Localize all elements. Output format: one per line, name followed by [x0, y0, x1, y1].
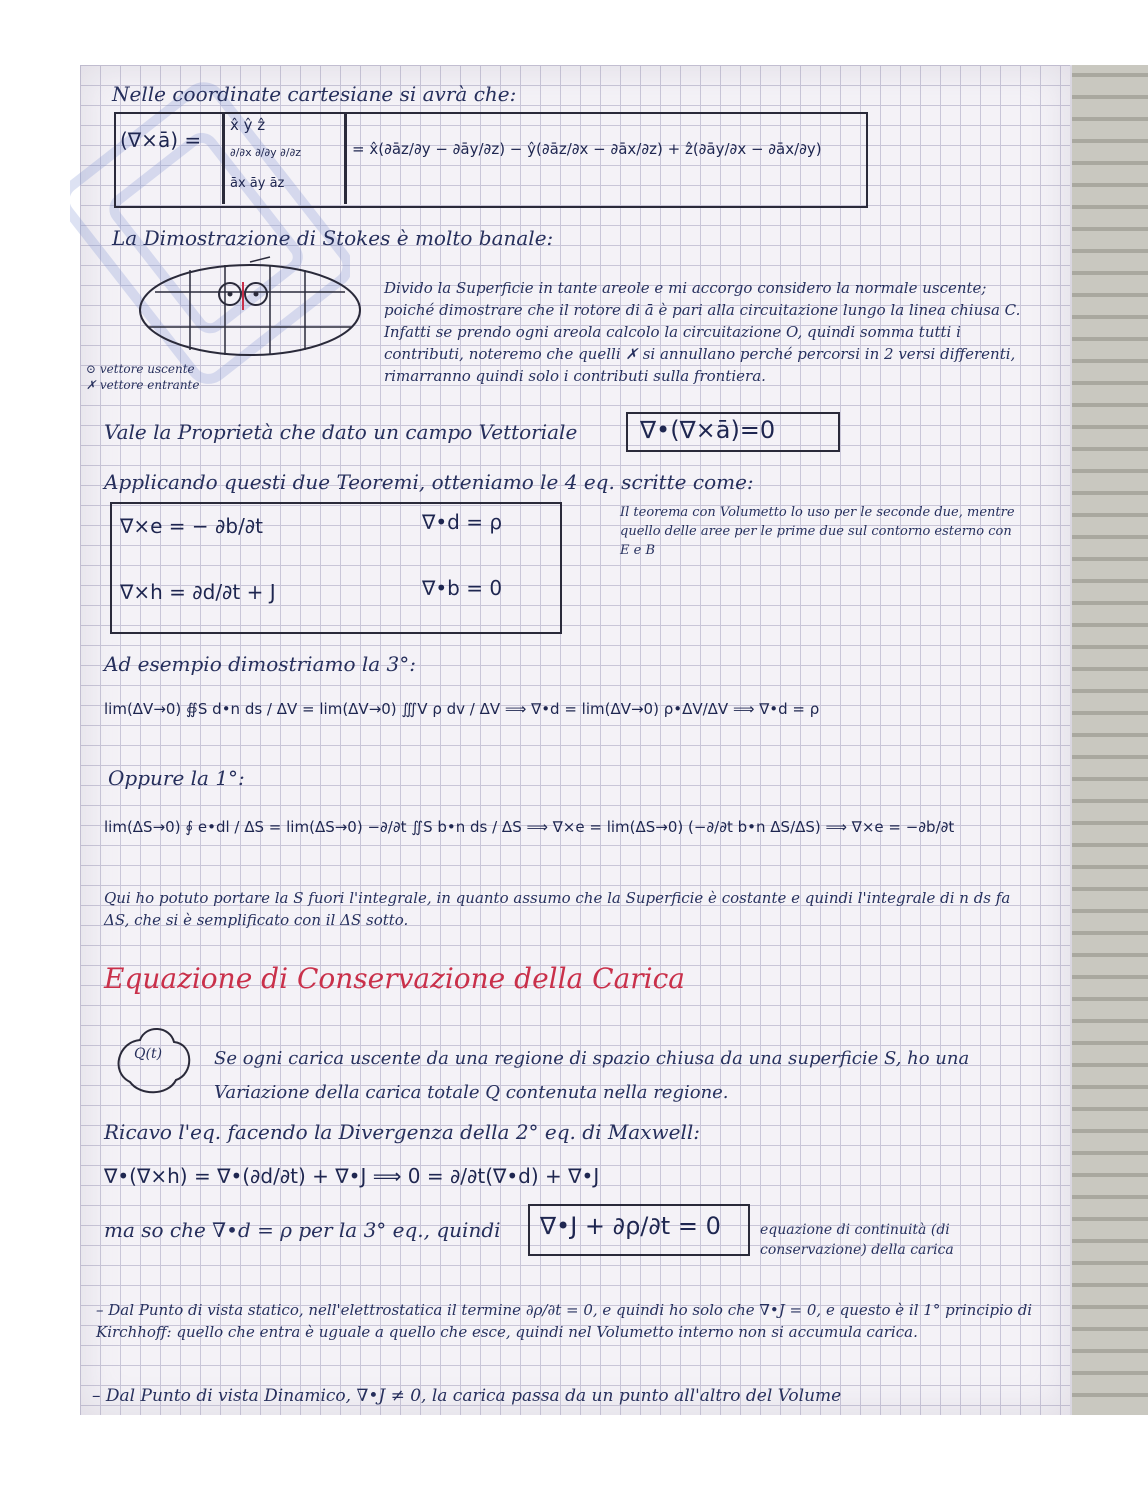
property-text: Vale la Proprietà che dato un campo Vettoriale [104, 420, 578, 444]
recall-formula: ∇•(∇×h) = ∇•(∂d/∂t) + ∇•J ⟹ 0 = ∂/∂t(∇•d) + ∇•J [104, 1164, 600, 1188]
continuity-label: equazione di continuità (di conservazione) della carica [760, 1222, 954, 1258]
example1-formula: lim(ΔS→0) ∮ e•dl / ΔS = lim(ΔS→0) −∂/∂t ∬S b•n ds / ΔS ⟹ ∇×e = lim(ΔS→0) (−∂/∂t b•n ΔS/ΔS) ⟹ ∇×e = −∂b/∂t [104, 818, 955, 836]
example1-text: Oppure la 1°: [108, 766, 245, 790]
maxwell-eq3: ∇×h = ∂d/∂t + J [120, 580, 276, 604]
stokes-heading: La Dimostrazione di Stokes è molto banale: [112, 226, 554, 250]
theorems-text: Applicando questi due Teoremi, otteniamo le 4 eq. scritte come: [104, 470, 754, 494]
charge-label: Q(t) [134, 1046, 163, 1062]
curl-matrix-row1: x̂ ŷ ẑ [230, 116, 266, 134]
example3-formula: lim(ΔV→0) ∯S d•n ds / ΔV = lim(ΔV→0) ∭V ρ dv / ΔV ⟹ ∇•d = lim(ΔV→0) ρ•ΔV/ΔV ⟹ ∇•d = ρ [104, 700, 820, 718]
maxwell-eq2: ∇•d = ρ [422, 510, 503, 534]
dynamic-note: – Dal Punto di vista Dinamico, ∇•J ≠ 0, la carica passa da un punto all'altro del Volume [92, 1386, 842, 1406]
curl-formula-box [114, 112, 868, 208]
stokes-surface-sketch [130, 252, 375, 372]
curl-formula-lhs: (∇×ā) = [120, 128, 202, 152]
maxwell-eq4: ∇•b = 0 [422, 576, 503, 600]
section-title: Equazione di Conservazione della Carica [104, 962, 685, 995]
continuity-formula: ∇•J + ∂ρ/∂t = 0 [540, 1212, 721, 1240]
determinant-left-bar [222, 112, 225, 204]
maxwell-eq1: ∇×e = − ∂b/∂t [120, 514, 263, 538]
curl-matrix-row3: āx āy āz [230, 176, 285, 191]
curl-matrix-row2: ∂/∂x ∂/∂y ∂/∂z [230, 146, 302, 159]
background-fabric [1072, 65, 1148, 1415]
static-note: – Dal Punto di vista statico, nell'elettrostatica il termine ∂ρ/∂t = 0, e quindi ho solo che ∇•J = 0, e questo è il 1° principio di Kirchhoff: quello che entra è uguale a quello che esce, quindi nel Volumetto interno non si accumula carica. [96, 1301, 1033, 1341]
example1-note: Qui ho potuto portare la S fuori l'integrale, in quanto assumo che la Superficie è costante e quindi l'integrale di n ds fa ΔS, che si è semplificato con il ΔS sotto. [104, 889, 1011, 929]
conclusion-text: ma so che ∇•d = ρ per la 3° eq., quindi [104, 1218, 501, 1242]
legend-incoming: ✗ vettore entrante [86, 378, 200, 392]
charge-paragraph: Se ogni carica uscente da una regione di spazio chiusa da una superficie S, ho una Variazione della carica totale Q contenuta nella regione. [214, 1048, 970, 1103]
cartesian-heading: Nelle coordinate cartesiane si avrà che: [112, 82, 517, 106]
maxwell-note: Il teorema con Volumetto lo uso per le seconde due, mentre quello delle aree per le prime due sul contorno esterno con E e B [620, 505, 1015, 558]
example3-text: Ad esempio dimostriamo la 3°: [104, 652, 416, 676]
determinant-right-bar [344, 112, 347, 204]
legend-outgoing: ⊙ vettore uscente [86, 362, 195, 376]
curl-formula-rhs: = x̂(∂āz/∂y − ∂āy/∂z) − ŷ(∂āz/∂x − ∂āx/∂z) + ẑ(∂āy/∂x − ∂āx/∂y) [352, 140, 822, 158]
property-formula: ∇•(∇×ā)=0 [640, 416, 776, 444]
recall-text: Ricavo l'eq. facendo la Divergenza della 2° eq. di Maxwell: [104, 1120, 700, 1144]
stokes-paragraph: Divido la Superficie in tante areole e mi accorgo considero la normale uscente; poiché dimostrare che il rotore di ā è pari alla circuitazione lungo la linea chiusa C. Infatti se prendo ogni areola calcolo la circuitazione O, quindi somma tutti i contributi, noteremo che quelli ✗ si annullano perché percorsi in 2 versi differenti, rimarranno quindi solo i contributi sulla frontiera. [384, 279, 1021, 385]
